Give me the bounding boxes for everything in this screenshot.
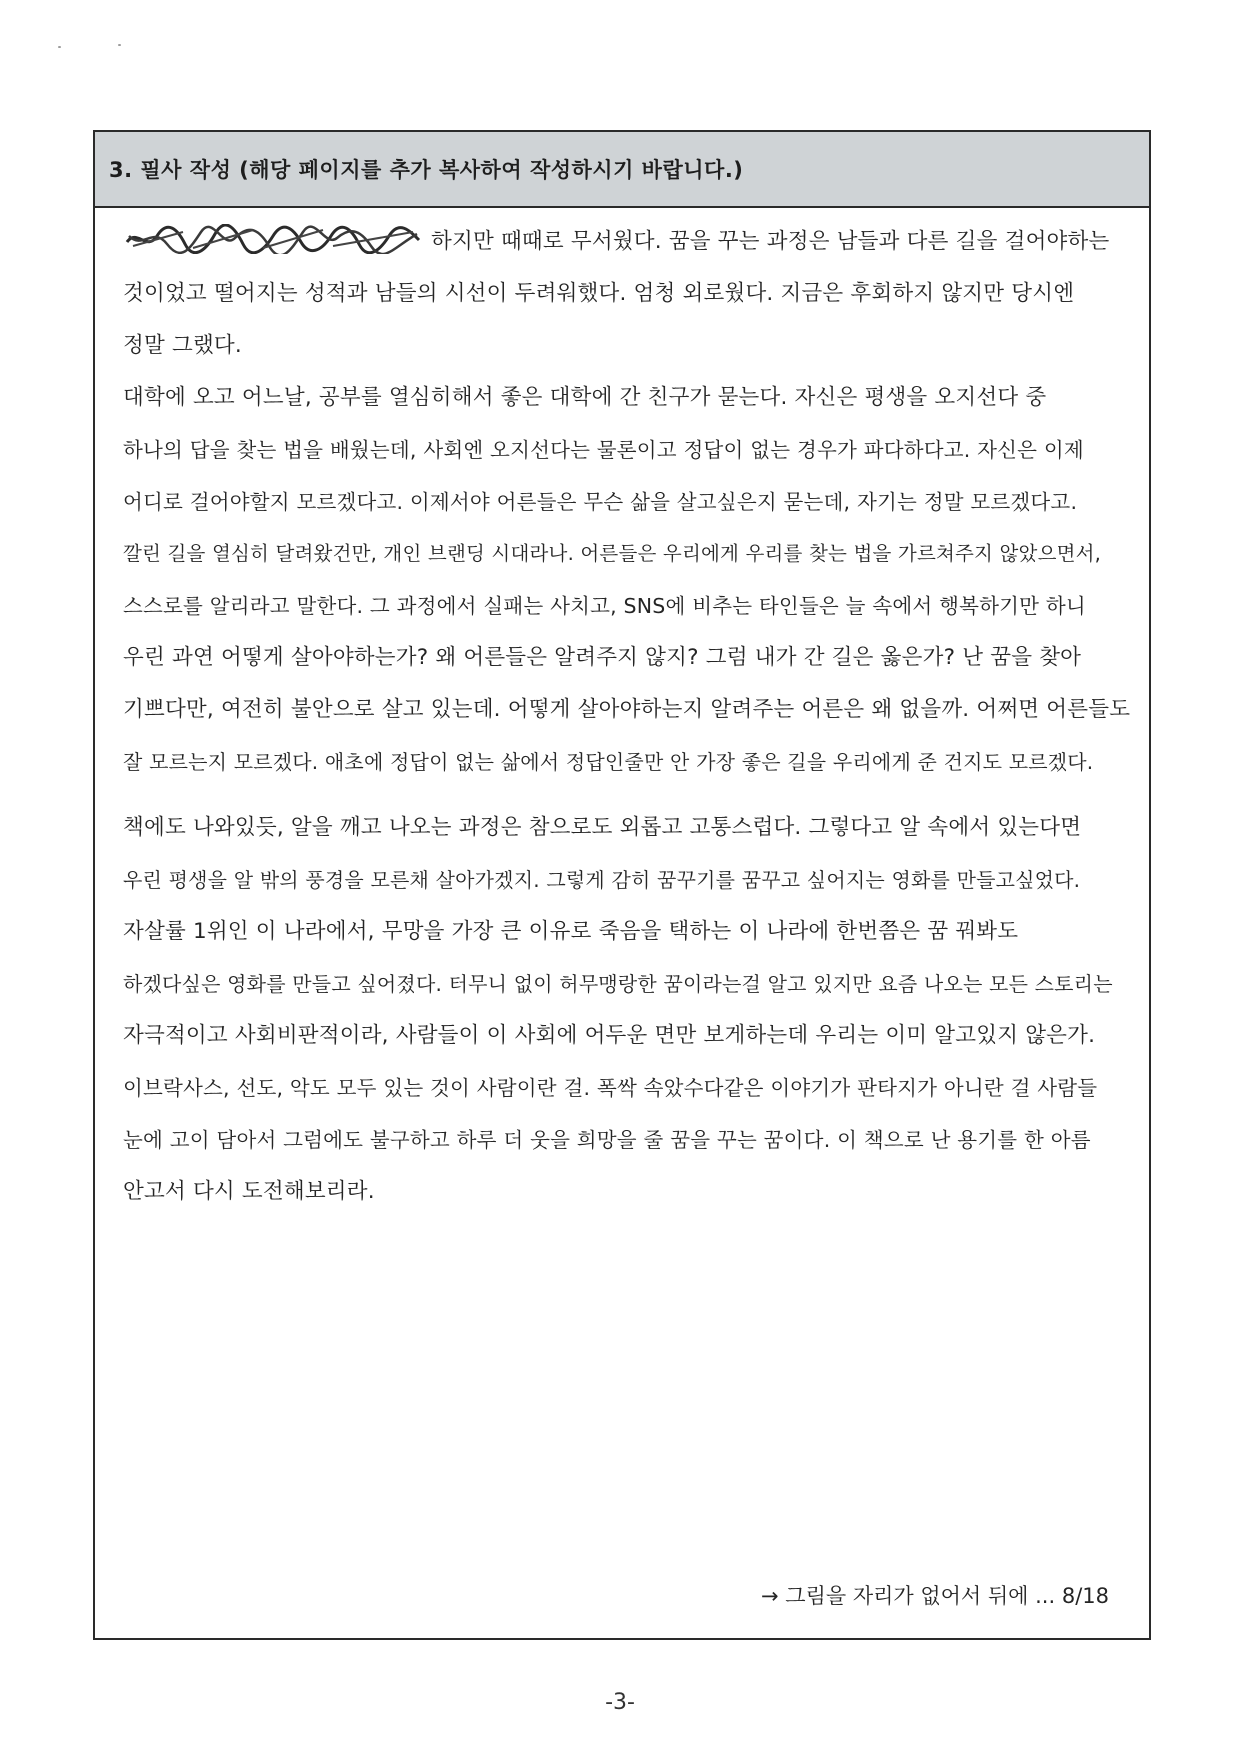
handwritten-line-16: 자극적이고 사회비판적이라, 사람들이 이 사회에 어두운 면만 보게하는데 우리는 이미 알고있지 않은가. — [123, 1023, 1096, 1048]
paragraph-gap — [123, 788, 1123, 802]
handwritten-line-9: 우린 과연 어떻게 살아야하는가? 왜 어른들은 알려주지 않지? 그럼 내가 간 길은 옳은가? 난 꿈을 찾아 — [123, 645, 1082, 670]
handwritten-line-17: 이브락사스, 선도, 악도 모두 있는 것이 사람이란 걸. 폭싹 속았수다같은 이야기가 판타지가 아니란 걸 사람들 — [123, 1076, 1098, 1100]
handwritten-line-10: 기쁘다만, 여전히 불안으로 살고 있는데. 어떻게 살아야하는지 알려주는 어른은 왜 없을까. 어쩌면 어른들도 — [123, 697, 1131, 722]
handwritten-line-1: 하지만 때때로 무서웠다. 꿈을 꾸는 과정은 남들과 다른 길을 걸어야하는 — [123, 216, 1123, 268]
handwritten-line-14: 자살률 1위인 이 나라에서, 무망을 가장 큰 이유로 죽음을 택하는 이 나라에 한번쯤은 꿈 꿔봐도 — [123, 919, 1019, 944]
handwritten-line-13: 우린 평생을 알 밖의 풍경을 모른채 살아가겠지. 그렇게 감히 꿈꾸기를 꿈꾸고 싶어지는 영화를 만들고싶었다. — [123, 868, 1081, 892]
transcription-form — [93, 130, 1151, 1640]
handwritten-line-8: 스스로를 알리라고 말한다. 그 과정에서 실패는 사치고, SNS에 비추는 타인들은 늘 속에서 행복하기만 하니 — [123, 594, 1086, 618]
handwritten-line-15: 하겠다싶은 영화를 만들고 싶어졌다. 터무니 없이 허무맹랑한 꿈이라는걸 알고 있지만 요즘 나오는 모든 스토리는 — [123, 972, 1113, 996]
form-header-title: 3. 필사 작성 (해당 페이지를 추가 복사하여 작성하시기 바랍니다.) — [109, 158, 744, 182]
form-header — [95, 132, 1149, 208]
handwritten-line-2: 것이었고 떨어지는 성적과 남들의 시선이 두려워했다. 엄청 외로웠다. 지금은 후회하지 않지만 당시엔 — [123, 281, 1075, 306]
handwritten-line-3: 정말 그랬다. — [123, 333, 242, 358]
handwritten-line-19: 안고서 다시 도전해보리라. — [123, 1179, 375, 1204]
redaction-scribble-icon — [123, 224, 423, 254]
handwritten-line-12: 책에도 나와있듯, 알을 깨고 나오는 과정은 참으로도 외롭고 고통스럽다. 그렇다고 알 속에서 있는다면 — [123, 815, 1082, 840]
handwritten-line-6: 어디로 걸어야할지 모르겠다고. 이제서야 어른들은 무슨 삶을 살고싶은지 묻는데, 자기는 정말 모르겠다고. — [123, 490, 1078, 514]
page-number: -3- — [605, 1690, 635, 1715]
handwritten-line-18: 눈에 고이 담아서 그럼에도 불구하고 하루 더 웃을 희망을 줄 꿈을 꾸는 꿈이다. 이 책으로 난 용기를 한 아름 — [123, 1128, 1091, 1152]
handwritten-line-4: 대학에 오고 어느날, 공부를 열심히해서 좋은 대학에 간 친구가 묻는다. 자신은 평생을 오지선다 중 — [123, 385, 1047, 410]
handwritten-line-7: 깔린 길을 열심히 달려왔건만, 개인 브랜딩 시대라나. 어른들은 우리에게 우리를 찾는 법을 가르쳐주지 않았으면서, — [123, 542, 1102, 565]
handwritten-transcription — [123, 216, 1131, 1218]
margin-note: → 그림을 자리가 없어서 뒤에 ... 8/18 — [761, 1584, 1109, 1608]
handwritten-line-11: 잘 모르는지 모르겠다. 애초에 정답이 없는 삶에서 정답인줄만 안 가장 좋은 길을 우리에게 준 건지도 모르겠다. — [123, 750, 1094, 774]
handwritten-line-5: 하나의 답을 찾는 법을 배웠는데, 사회엔 오지선다는 물론이고 정답이 없는 경우가 파다하다고. 자신은 이제 — [123, 438, 1084, 462]
